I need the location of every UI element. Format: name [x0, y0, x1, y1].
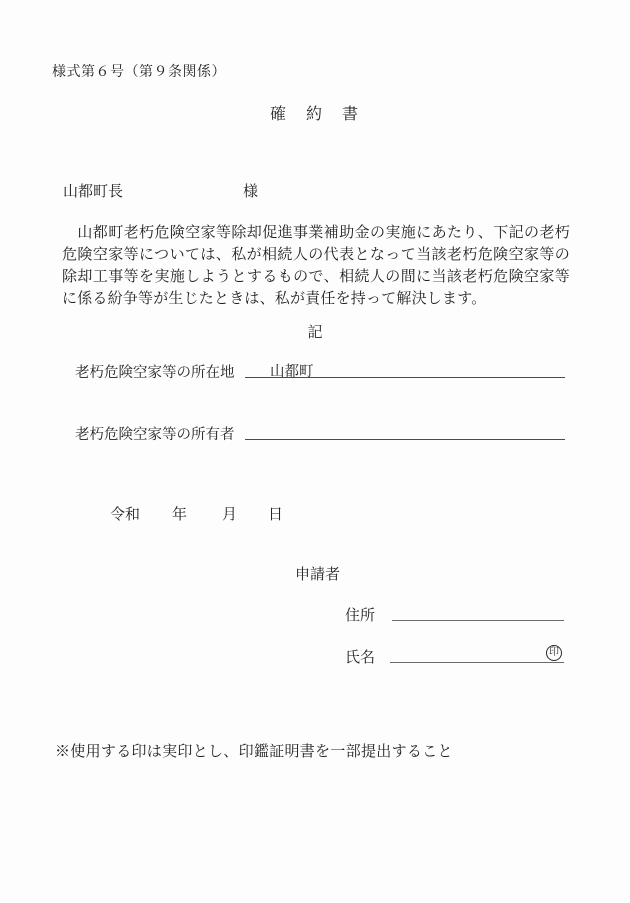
field-value-location: 山都町	[270, 364, 314, 380]
section-marker: 記	[307, 325, 323, 341]
applicant-heading: 申請者	[295, 567, 341, 583]
applicant-address-label: 住所	[345, 608, 376, 624]
date-era-label: 令和	[110, 507, 141, 523]
applicant-name-line[interactable]	[390, 644, 564, 663]
pledge-paragraph: 山都町老朽危険空家等除却促進事業補助金の実施にあたり、下記の老朽危険空家等については、私が相続人の代表となって当該老朽危険空家等の除却工事等を実施しようとするもので、相続人の間に当該老朽危険空家等に係る紛争等が生じたときは、私が責任を持って解決します。	[62, 225, 570, 307]
applicant-address-line[interactable]	[392, 602, 564, 621]
footnote: ※使用する印は実印とし、印鑑証明書を一部提出すること	[55, 744, 453, 760]
addressee-name: 山都町長	[63, 184, 124, 200]
field-label-location: 老朽危険空家等の所在地	[75, 365, 235, 381]
addressee-honorific: 様	[243, 184, 259, 200]
field-label-owner: 老朽危険空家等の所有者	[75, 427, 235, 443]
field-line-owner[interactable]	[245, 421, 565, 440]
form-number: 様式第６号（第９条関係）	[52, 65, 226, 80]
applicant-name-label: 氏名	[345, 650, 376, 666]
date-day-label: 日	[268, 507, 284, 523]
date-year-label: 年	[172, 507, 188, 523]
field-line-location[interactable]	[245, 359, 565, 378]
date-month-label: 月	[222, 507, 238, 523]
document-title: 確 約 書	[269, 106, 360, 123]
seal-mark-icon: 印	[546, 645, 562, 661]
